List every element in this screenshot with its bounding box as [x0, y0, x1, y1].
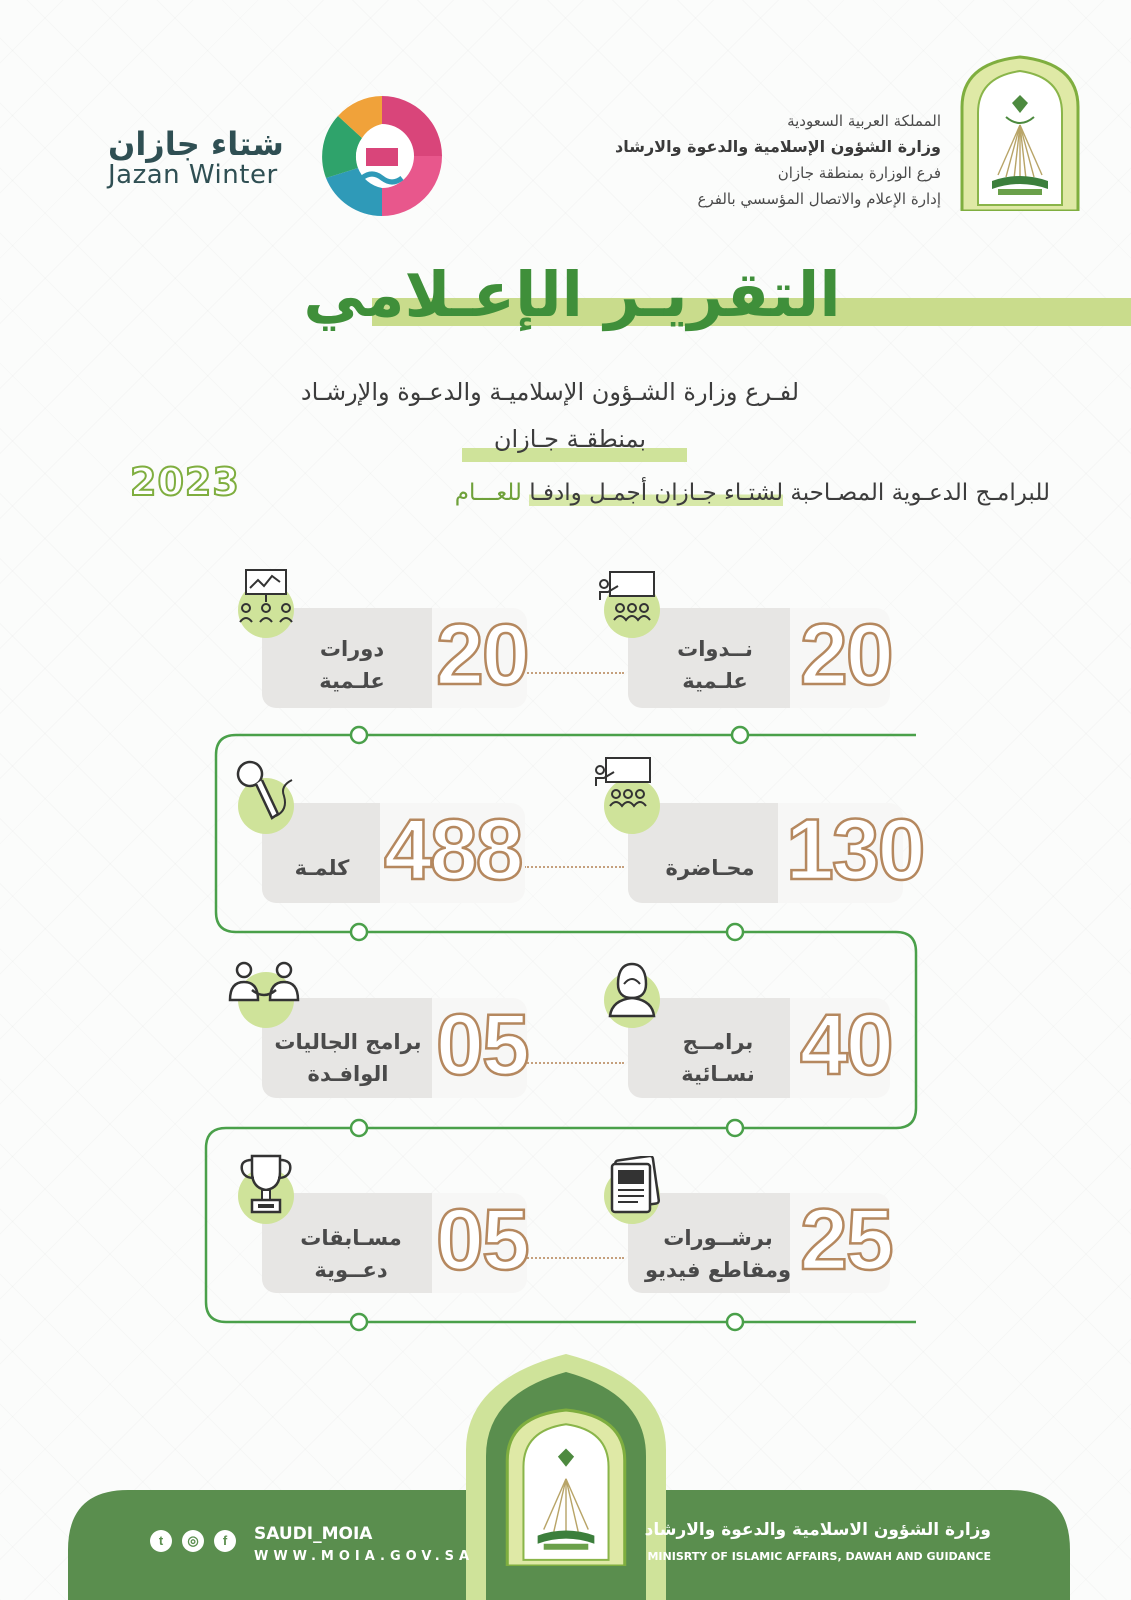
stat-number-brochures: 25: [800, 1192, 892, 1288]
stat-label-line-1: برامج الجاليات: [274, 1030, 422, 1054]
footer-emblem-logo: [502, 1408, 630, 1566]
jazan-winter-arabic: شتاء جازان: [108, 125, 284, 163]
subtitle-line-3-part-1: للبرامـج الدعـوية المصـاحبة: [790, 480, 1050, 506]
stat-label-line-1: نــدوات: [677, 637, 753, 661]
stat-number-seminars: 20: [800, 607, 892, 703]
training-presentation-icon: [236, 568, 296, 626]
branch-name: فرع الوزارة بمنطقة جازان: [777, 164, 941, 182]
dotted-connector: [524, 1062, 624, 1064]
stat-label-lectures: [640, 852, 780, 884]
stat-number-competitions: 05: [436, 1192, 528, 1288]
trophy-icon: [236, 1152, 296, 1218]
stat-label-line-1: كلمـة: [294, 856, 350, 880]
stat-label-line-2: علـمية: [682, 669, 748, 693]
stat-label-line-1: برامــج: [682, 1030, 754, 1054]
country-name: المملكة العربية السعودية: [787, 112, 941, 130]
stat-number-lectures: 130: [786, 802, 924, 898]
stat-label-line-1: مسـابقات: [300, 1226, 402, 1250]
website-link[interactable]: WWW.MOIA.GOV.SA: [254, 1549, 475, 1564]
social-handle[interactable]: SAUDI_MOIA: [254, 1524, 373, 1544]
stat-label-line-1: برشــورات: [663, 1226, 773, 1250]
stat-label-line-2: نسـائية: [681, 1062, 755, 1086]
microphone-icon: [232, 758, 296, 832]
report-title: التقريـر الإعـلامي: [303, 258, 841, 331]
stat-label-line-2: ومقاطع فيديو: [645, 1258, 791, 1282]
instagram-icon[interactable]: ◎: [182, 1530, 204, 1552]
stat-label-line-1: محـاضرة: [665, 856, 755, 880]
subtitle-line-3-part-3: للعـــام: [454, 480, 522, 506]
stat-number-community-programs: 05: [436, 997, 528, 1093]
stat-label-line-2: علـمية: [319, 669, 385, 693]
stat-number-women-programs: 40: [800, 997, 892, 1093]
stat-number-courses: 20: [436, 607, 528, 703]
dotted-connector: [524, 866, 624, 868]
dotted-connector: [524, 1257, 624, 1259]
facebook-icon[interactable]: f: [214, 1530, 236, 1552]
dotted-connector: [524, 672, 624, 674]
footer-ministry-english: MINISRTY OF ISLAMIC AFFAIRS, DAWAH AND GUIDANCE: [647, 1550, 991, 1563]
stat-label-line-1: دورات: [319, 637, 385, 661]
jazan-winter-english: Jazan Winter: [108, 160, 278, 190]
stat-label-line-2: دعــوية: [314, 1258, 388, 1282]
stat-number-speeches: 488: [384, 802, 522, 898]
stat-label-line-2: الوافـدة: [307, 1062, 389, 1086]
stat-label-seminars: [645, 633, 785, 697]
stat-label-competitions: [276, 1222, 426, 1286]
lecture-board-icon: [596, 570, 660, 626]
community-icon: [228, 960, 300, 1006]
subtitle-line-2: بمنطقـة جـازان: [493, 425, 647, 453]
subtitle-line-1: لفـرع وزارة الشـؤون الإسلاميـة والدعـوة والإرشـاد: [300, 378, 800, 406]
brochure-icon: [608, 1156, 662, 1214]
twitter-icon[interactable]: t: [150, 1530, 172, 1552]
lecture-board-icon: [592, 756, 656, 812]
department-name: إدارة الإعلام والاتصال المؤسسي بالفرع: [697, 190, 941, 208]
woman-icon: [604, 960, 660, 1018]
stat-label-speeches: [262, 852, 382, 884]
stat-label-brochures: [632, 1222, 804, 1286]
footer-ministry-arabic: وزارة الشؤون الاسلامية والدعوة والارشاد: [644, 1520, 991, 1540]
subtitle-line-3-part-2: لشتـاء جـازان أجمـل وادفـا: [529, 480, 784, 506]
stat-label-women-programs: [648, 1026, 788, 1090]
ministry-name: وزارة الشؤون الإسلامية والدعوة والارشاد: [615, 137, 941, 156]
report-year: 2023: [130, 460, 240, 504]
stat-label-community-programs: [262, 1026, 434, 1090]
stat-label-courses: [282, 633, 422, 697]
